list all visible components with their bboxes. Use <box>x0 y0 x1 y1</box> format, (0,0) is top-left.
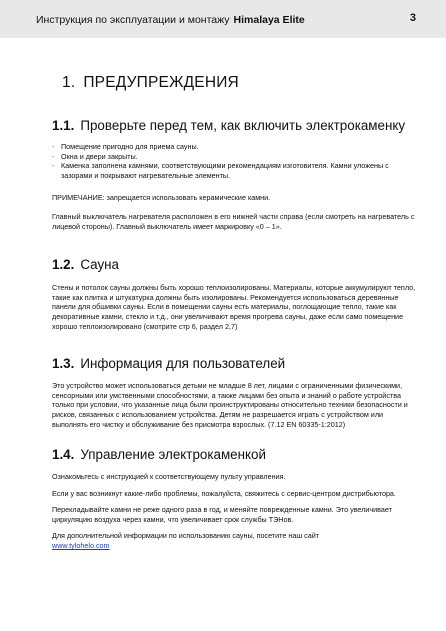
section-heading-1-2 <box>52 257 418 272</box>
header-title <box>36 14 305 26</box>
chapter-heading <box>62 74 418 92</box>
paragraph: Перекладывайте камни не реже одного раза в год, и меняйте поврежденные камни. Это увеличивает циркуляцию воздуха через камни, что увеличивает срок службы ТЭНов. <box>52 505 392 524</box>
section-number: 1.3. <box>52 356 75 372</box>
list-item: - Помещение пригодно для приема сауны. <box>52 142 418 152</box>
paragraph: Это устройство может использоваться детьми не младше 8 лет, лицами с ограниченными физическими, сенсорными или умственными способностями, а также лицами без опыта и знаний о работе устройства только при условии, что указанные лица были проинструктированы относительно техники безопасности и рисков, связанных с использованием устройства. Детям не разрешается играть с устройством или выполнять его чистку и обслуживание без присмотра взрослых. (7.12 EN 60335-1:2012) <box>52 381 408 429</box>
page-number: 3 <box>409 12 416 24</box>
paragraph: Если у вас возникнут какие-либо проблемы, пожалуйста, свяжитесь с сервис-центром дистрибьютора. <box>52 488 396 498</box>
page-header <box>0 0 446 38</box>
section-number: 1.1. <box>52 118 75 133</box>
list-item: - Окна и двери закрыты. <box>52 152 418 162</box>
chapter-title: ПРЕДУПРЕЖДЕНИЯ <box>83 74 239 91</box>
section-title: Проверьте перед тем, как включить электрокаменку <box>80 118 406 133</box>
paragraph: Стены и потолок сауны должны быть хорошо теплоизолированы. Материалы, которые аккумулируют тепло, такие как плитка и штукатурка должны быть изолированы. Рекомендуется использоваться деревянные панели для обшивки сауны. Если в помещении сауны есть материалы, поглощающие тепло, такие как декоративные камни, стекло и т.д., они увеличивают время прогрева сауны, даже если само помещение хорошо теплоизолировано (смотрите стр 6, раздел 2,7) <box>52 283 416 331</box>
document-body <box>52 74 418 551</box>
section-heading-1-4 <box>52 447 418 462</box>
brand-name: Himalaya Elite <box>233 14 305 26</box>
section-heading-1-1 <box>52 118 418 133</box>
section-number: 1.2. <box>52 257 75 273</box>
manual-title: Инструкция по эксплуатации и монтажу <box>36 14 230 26</box>
list-item: - Каменка заполнена камнями, соответствующими рекомендациям изготовителя. Камни уложены с зазорами и покрывают нагревательные элементы. <box>52 161 418 180</box>
note-text: ПРИМЕЧАНИЕ: запрещается использовать керамические камни. <box>52 193 271 203</box>
section-title: Управление электрокаменкой <box>80 447 266 463</box>
website-text: Для дополнительной информации по использованию сауны, посетите наш сайт <box>52 531 320 541</box>
paragraph: Главный выключатель нагревателя расположен в его нижней части справа (если смотреть на нагреватель с лицевой стороны). Главный выключатель имеет маркировку «0 – 1». <box>52 211 415 231</box>
section-title: Информация для пользователей <box>80 356 286 372</box>
chapter-number: 1. <box>62 74 76 91</box>
paragraph: Ознакомьтесь с инструкцией к соответствующему пульту управления. <box>52 472 286 482</box>
section-heading-1-3 <box>52 356 418 371</box>
checklist <box>52 142 418 180</box>
section-title: Сауна <box>80 257 119 273</box>
website-link[interactable]: www.tylohelo.com <box>52 541 110 551</box>
section-number: 1.4. <box>52 447 75 463</box>
paragraph <box>52 531 418 550</box>
